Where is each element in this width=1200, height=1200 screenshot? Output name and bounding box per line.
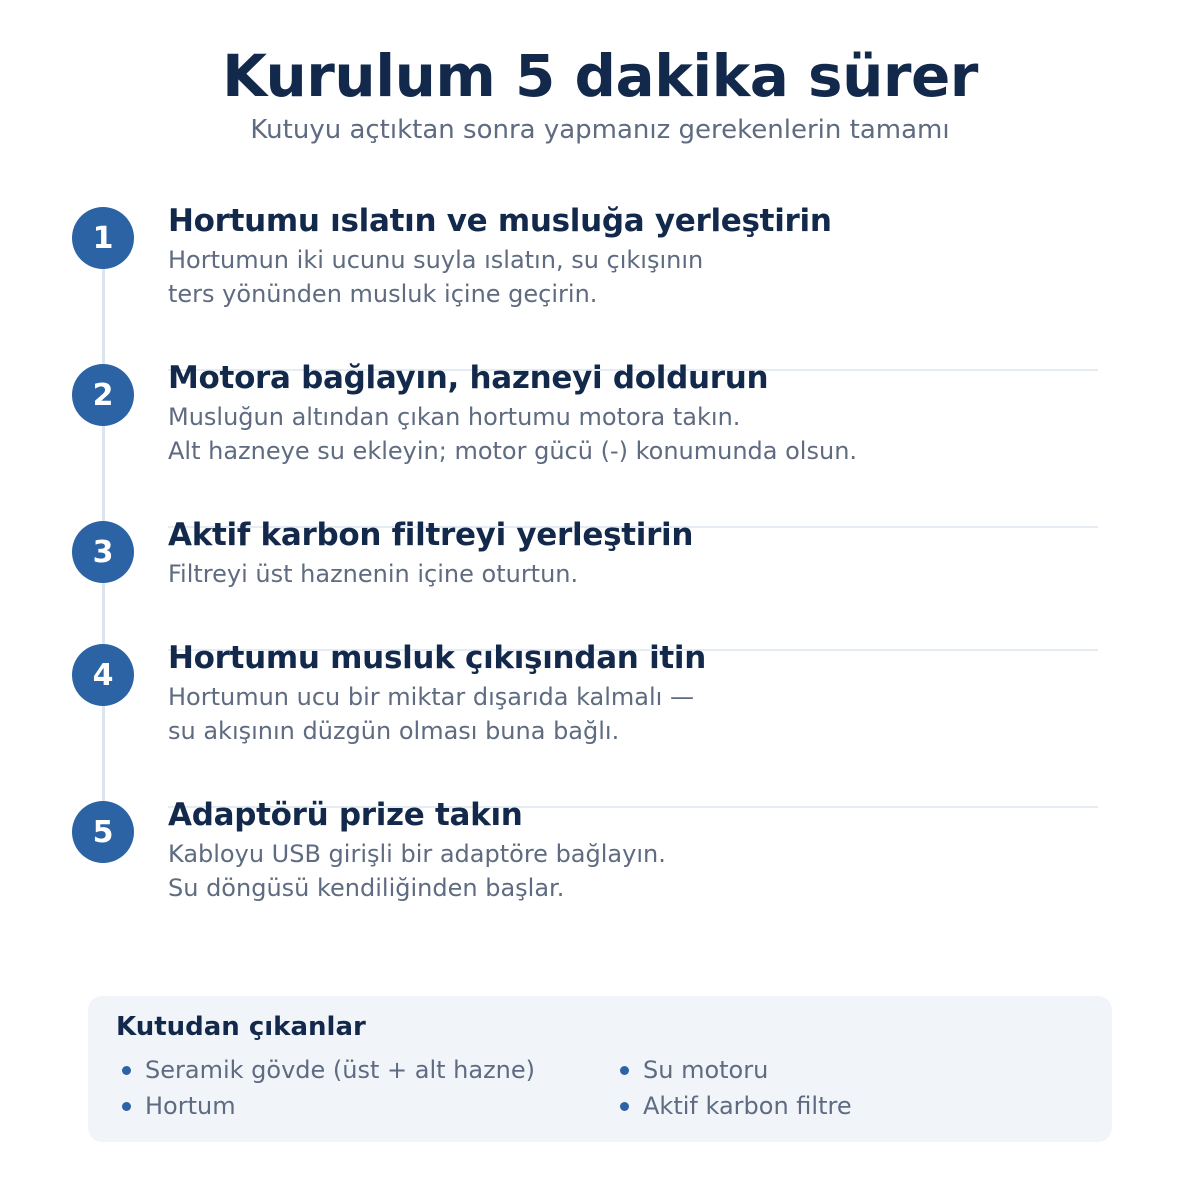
step-description-line: Su döngüsü kendiliğinden başlar. (168, 874, 565, 902)
box-contents-title: Kutudan çıkanlar (116, 1012, 366, 1042)
step-title: Hortumu musluk çıkışından itin (168, 640, 707, 676)
page-title: Kurulum 5 dakika sürer (222, 42, 978, 110)
bullet-dot-icon (122, 1102, 131, 1111)
step-description-line: su akışının düzgün olması buna bağlı. (168, 717, 620, 745)
box-contents-item (122, 1056, 535, 1084)
box-contents-panel (88, 996, 1112, 1142)
box-contents-item-label: Hortum (145, 1092, 236, 1120)
step-description-line: Hortumun iki ucunu suyla ıslatın, su çıkışının (168, 246, 704, 274)
bullet-dot-icon (620, 1066, 629, 1075)
step-title: Hortumu ıslatın ve musluğa yerleştirin (168, 203, 832, 239)
step-item (168, 202, 1128, 311)
step-item (168, 359, 1128, 468)
step-item (168, 516, 1128, 591)
box-contents-item (122, 1092, 236, 1120)
step-description-line: ters yönünden musluk içine geçirin. (168, 280, 598, 308)
step-number-badge: 5 (72, 801, 134, 863)
step-description-line: Musluğun altından çıkan hortumu motora takın. (168, 403, 741, 431)
step-description-line: Kabloyu USB girişli bir adaptöre bağlayın. (168, 840, 666, 868)
step-number-badge: 1 (72, 207, 134, 269)
step-number-badge: 4 (72, 644, 134, 706)
step-number-badge: 3 (72, 521, 134, 583)
step-title: Aktif karbon filtreyi yerleştirin (168, 517, 694, 553)
step-description-line: Alt hazneye su ekleyin; motor gücü (-) konumunda olsun. (168, 437, 858, 465)
box-contents-item-label: Su motoru (643, 1056, 769, 1084)
step-title: Adaptörü prize takın (168, 797, 523, 833)
step-description-line: Filtreyi üst haznenin içine oturtun. (168, 560, 579, 588)
box-contents-item-label: Seramik gövde (üst + alt hazne) (145, 1056, 536, 1084)
bullet-dot-icon (620, 1102, 629, 1111)
page-subtitle: Kutuyu açtıktan sonra yapmanız gerekenlerin tamamı (250, 115, 950, 145)
step-item (168, 796, 1128, 905)
step-number-badge: 2 (72, 364, 134, 426)
box-contents-item (620, 1092, 852, 1120)
box-contents-item-label: Aktif karbon filtre (643, 1092, 852, 1120)
bullet-dot-icon (122, 1066, 131, 1075)
box-contents-item (620, 1056, 768, 1084)
step-item (168, 639, 1128, 748)
step-description-line: Hortumun ucu bir miktar dışarıda kalmalı — (168, 683, 694, 711)
step-title: Motora bağlayın, hazneyi doldurun (168, 360, 769, 396)
